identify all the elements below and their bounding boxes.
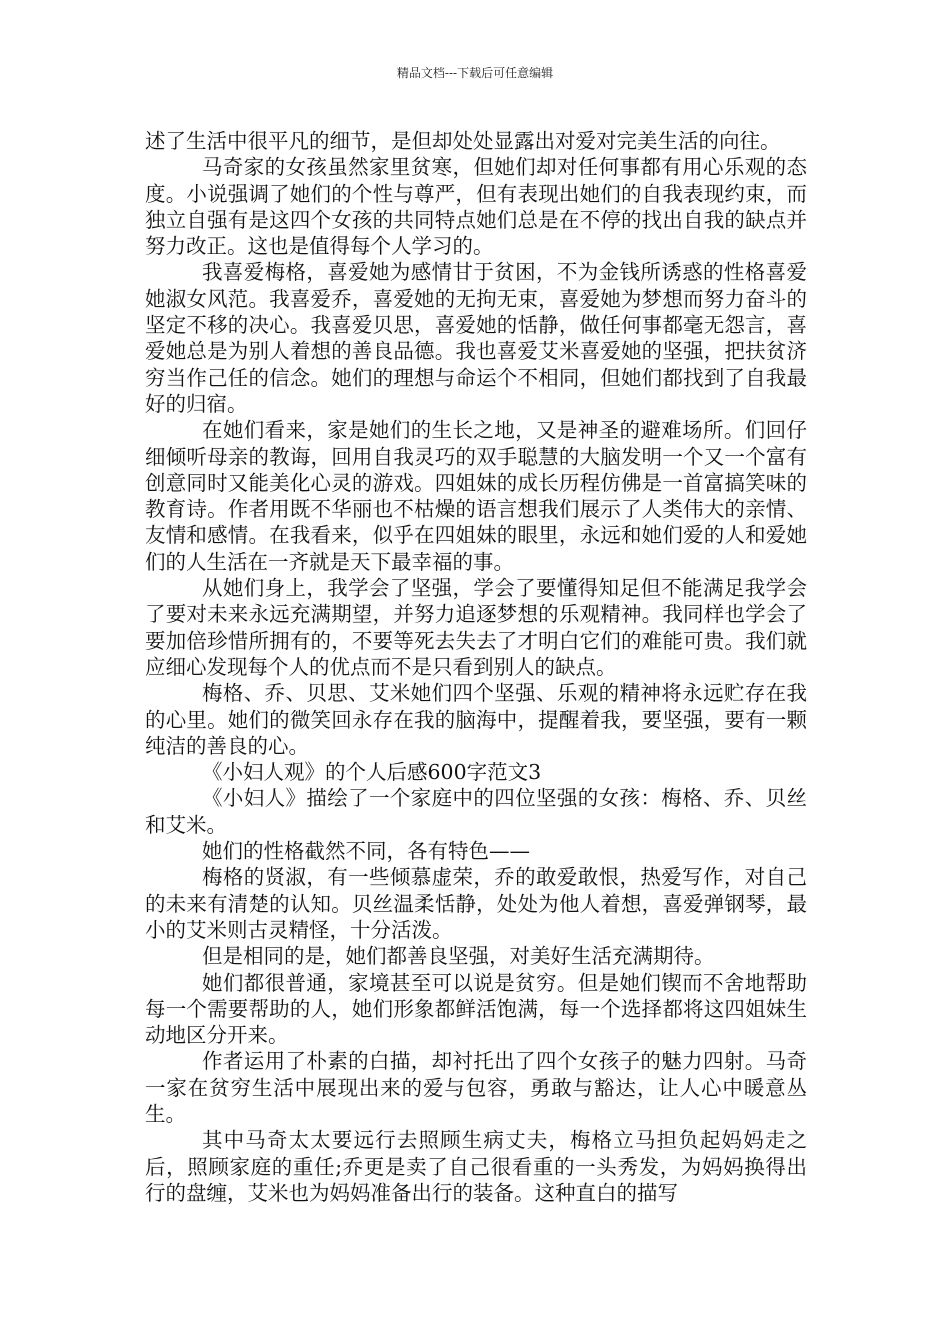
- paragraph: 从她们身上，我学会了坚强，学会了要懂得知足但不能满足我学会了要对未来永远充满期望，并努力追逐梦想的乐观精神。我同样也学会了要加倍珍惜所拥有的，不要等死去失去了才明白它们的难能可贵。我们就应细心发现每个人的优点而不是只看到别人的缺点。: [145, 576, 807, 679]
- paragraph: 其中马奇太太要远行去照顾生病丈夫，梅格立马担负起妈妈走之后，照顾家庭的重任;乔更是卖了自己很看重的一头秀发，为妈妈换得出行的盘缠，艾米也为妈妈准备出行的装备。这种直白的描写: [145, 1128, 807, 1205]
- document-body: [145, 128, 807, 1206]
- paragraph: 但是相同的是，她们都善良坚强，对美好生活充满期待。: [202, 944, 715, 969]
- paragraph: 她们都很普通，家境甚至可以说是贫穷。但是她们锲而不舍地帮助每一个需要帮助的人，她们形象都鲜活饱满，每一个选择都将这四姐妹生动地区分开来。: [145, 970, 807, 1048]
- paragraph: 我喜爱梅格，喜爱她为感情甘于贫困，不为金钱所诱惑的性格喜爱她淑女风范。我喜爱乔，喜爱她的无拘无束，喜爱她为梦想而努力奋斗的坚定不移的决心。我喜爱贝思，喜爱她的恬静，做任何事都毫无怨言，喜爱她总是为别人着想的善良品德。我也喜爱艾米喜爱她的坚强，把扶贫济穷当作己任的信念。她们的理想与命运个不相同，但她们都找到了自我最好的归宿。: [145, 260, 807, 416]
- section-heading: 《小妇人观》的个人后感600字范文3: [202, 760, 542, 785]
- paragraph: 《小妇人》描绘了一个家庭中的四位坚强的女孩：梅格、乔、贝丝和艾米。: [145, 786, 807, 837]
- paragraph: 述了生活中很平凡的细节，是但却处处显露出对爱对完美生活的向往。: [145, 129, 781, 153]
- page-header: 精品文档---下载后可任意编辑: [396, 66, 554, 80]
- paragraph: 梅格的贤淑，有一些倾慕虚荣，乔的敢爱敢恨，热爱写作，对自己的未来有清楚的认知。贝丝温柔恬静，处处为他人着想，喜爱弹钢琴，最小的艾米则古灵精怪，十分活泼。: [145, 865, 807, 942]
- paragraph: 作者运用了朴素的白描，却衬托出了四个女孩子的魅力四射。马奇一家在贫穷生活中展现出来的爱与包容，勇敢与豁达，让人心中暖意丛生。: [145, 1049, 807, 1126]
- paragraph: 她们的性格截然不同，各有特色——: [202, 839, 530, 864]
- paragraph: 梅格、乔、贝思、艾米她们四个坚强、乐观的精神将永远贮存在我的心里。她们的微笑回永存在我的脑海中，提醒着我，要坚强，要有一颗纯洁的善良的心。: [145, 681, 807, 758]
- paragraph: 马奇家的女孩虽然家里贫寒，但她们却对任何事都有用心乐观的态度。小说强调了她们的个性与尊严，但有表现出她们的自我表现约束，而独立自强有是这四个女孩的共同特点她们总是在不停的找出自我的缺点并努力改正。这也是值得每个人学习的。: [145, 155, 807, 259]
- paragraph: 在她们看来，家是她们的生长之地，又是神圣的避难场所。们回仔细倾听母亲的教诲，回用自我灵巧的双手聪慧的大脑发明一个又一个富有创意同时又能美化心灵的游戏。四姐妹的成长历程仿佛是一首富搞笑味的教育诗。作者用既不华丽也不枯燥的语言想我们展示了人类伟大的亲情、友情和感情。在我看来，似乎在四姐妹的眼里，永远和她们爱的人和爱她们的人生活在一齐就是天下最幸福的事。: [145, 418, 807, 574]
